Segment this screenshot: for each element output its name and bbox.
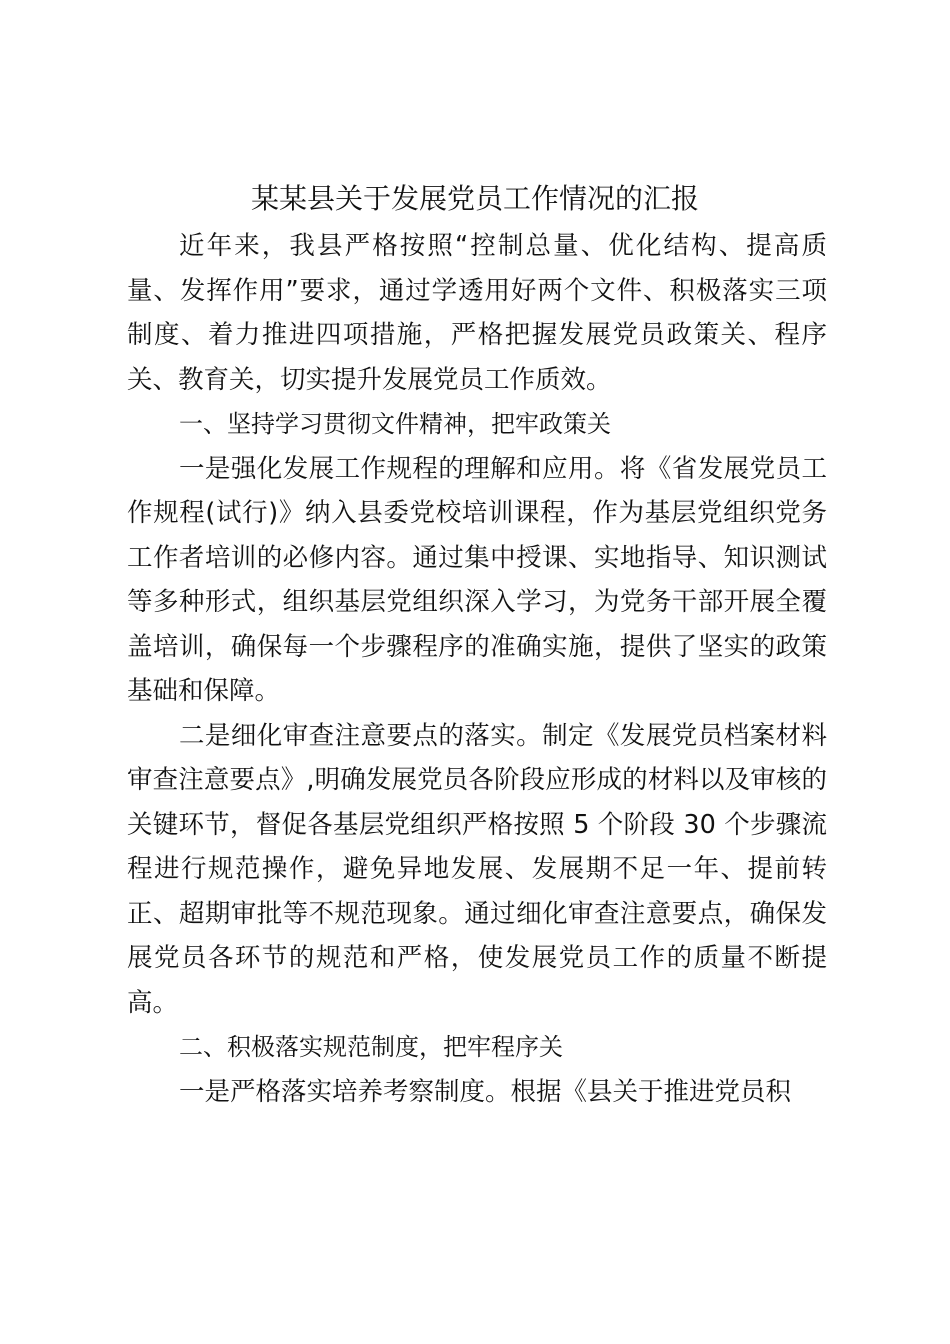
intro-paragraph: 近年来，我县严格按照“控制总量、优化结构、提高质量、发挥作用”要求，通过学透用好两个文件、积极落实三项制度、着力推进四项措施，严格把握发展党员政策关、程序关、教育关，切实提升发展党员工作质效。: [127, 231, 827, 395]
document-body: [127, 224, 827, 1114]
section-1-paragraph-2: 二是细化审查注意要点的落实。制定《发展党员档案材料审查注意要点》,明确发展党员各阶段应形成的材料以及审核的关键环节，督促各基层党组织严格按照 5 个阶段 30 个步骤流程进行规范操作，避免异地发展、发展期不足一年、提前转正、超期审批等不规范现象。通过细化审查注意要点，确保发展党员各环节的规范和严格，使发展党员工作的质量不断提高。: [127, 720, 827, 1018]
document-title: 某某县关于发展党员工作情况的汇报: [250, 182, 699, 215]
section-1-paragraph-1: 一是强化发展工作规程的理解和应用。将《省发展党员工作规程(试行)》纳入县委党校培训课程，作为基层党组织党务工作者培训的必修内容。通过集中授课、实地指导、知识测试等多种形式，组织基层党组织深入学习，为党务干部开展全覆盖培训，确保每一个步骤程序的准确实施，提供了坚实的政策基础和保障。: [127, 453, 827, 706]
section-heading-2: 二、积极落实规范制度，把牢程序关: [179, 1033, 563, 1061]
section-heading-1: 一、坚持学习贯彻文件精神，把牢政策关: [179, 410, 611, 438]
section-2-paragraph-1: 一是严格落实培养考察制度。根据《县关于推进党员积: [179, 1076, 792, 1107]
